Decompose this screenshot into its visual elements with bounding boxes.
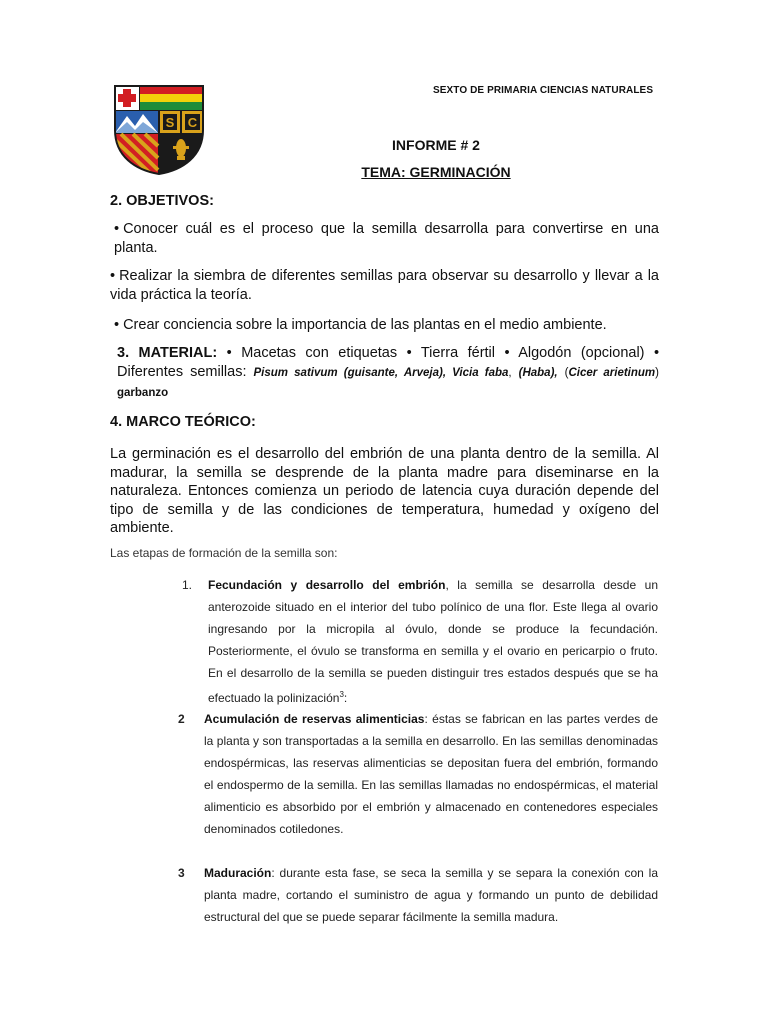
bullet-icon: • xyxy=(110,268,116,284)
theory-paragraph: La germinación es el desarrollo del embrión de una planta dentro de la semilla. Al madurar, la semilla se desprende de la planta madre para diseminarse en la naturaleza. Entonces comienza un periodo de latencia cuya duración depende del tipo de semilla y de las condiciones de temperatura, humedad y oxígeno del ambiente. xyxy=(110,446,659,537)
report-topic: TEMA: GERMINACIÓN xyxy=(361,164,511,180)
list-number: 3 xyxy=(178,866,185,880)
list-item-stage-1 xyxy=(182,574,658,709)
stage-end: : xyxy=(343,691,348,705)
list-number: 2 xyxy=(178,712,185,726)
footnote-ref: 3 xyxy=(339,690,344,699)
bullet-icon: • xyxy=(114,221,120,237)
objectives-heading: 2. OBJETIVOS: xyxy=(110,193,214,209)
stage-text: , la semilla se desarrolla desde un anterozoide situado en el interior del tubo polínico de una flor. Este llega al ovario ingresando por la micropila al óvulo, donde se produce la fecundación. Posteriormente, el óvulo se transforma en semilla y el ovario en pericarpio o fruto. En el desarrollo de la semilla se pueden distinguir tres estados después que se ha efectuado la polinización xyxy=(208,578,658,705)
species-garbanzo: garbanzo xyxy=(117,387,169,399)
species-haba: (Haba), xyxy=(518,367,558,379)
objective-item-2: • Realizar la siembra de diferentes semillas para observar su desarrollo y llevar a la vida práctica la teoría. xyxy=(110,268,659,303)
material-item-seeds: Diferentes semillas: xyxy=(117,364,247,380)
objective-item-3: • Crear conciencia sobre la importancia de las plantas en el medio ambiente. xyxy=(114,317,607,333)
list-item-stage-2 xyxy=(178,708,658,840)
report-title: INFORME # 2 xyxy=(392,137,480,153)
crest-letter-c: C xyxy=(187,115,198,130)
crest-letter-s: S xyxy=(165,115,175,130)
bullet-icon: • xyxy=(114,317,120,333)
species-paren-close: ) xyxy=(655,367,659,379)
material-item-pots: Macetas con etiquetas xyxy=(241,345,398,361)
material-section xyxy=(117,344,659,403)
school-crest-logo xyxy=(113,84,205,176)
stage-title: Fecundación y desarrollo del embrión xyxy=(208,578,446,592)
stage-text: : durante esta fase, se seca la semilla y se separa la conexión con la planta madre, cortando el suministro de agua y formando un punto de debilidad estructural del que se puede separar fácilmente la semilla madura. xyxy=(204,866,658,924)
material-item-soil: Tierra fértil xyxy=(420,345,495,361)
species-paren-open: ( xyxy=(564,367,569,379)
list-number: 1. xyxy=(182,578,193,592)
stages-intro: Las etapas de formación de la semilla son: xyxy=(110,546,338,560)
stage-title: Maduración xyxy=(204,866,272,880)
species-pisum-vicia: Pisum sativum (guisante, Arveja), Vicia faba xyxy=(253,367,509,379)
material-item-cotton: Algodón (opcional) xyxy=(518,345,645,361)
stage-text: : éstas se fabrican en las partes verdes de la planta y son transportadas a la semilla en desarrollo. En las semillas denominadas endospérmicas, las reservas alimenticias se depositan fuera del embrión, formando el endospermo de la semilla. En las semillas llamadas no endospérmicas, el material alimenticio es absorbido por el embrión y almacenado en contenedores especiales denominados cotiledones. xyxy=(204,712,658,836)
bullet-icon: • xyxy=(504,345,510,361)
course-header: SEXTO DE PRIMARIA CIENCIAS NATURALES xyxy=(433,85,654,96)
species-cicer: Cicer arietinum xyxy=(568,367,656,379)
species-comma: , xyxy=(508,367,512,379)
material-heading: 3. MATERIAL: xyxy=(117,345,218,361)
objective-item-1: • Conocer cuál es el proceso que la semilla desarrolla para convertirse en una planta. xyxy=(114,221,659,256)
stage-title: Acumulación de reservas alimenticias xyxy=(204,712,425,726)
theory-heading: 4. MARCO TEÓRICO: xyxy=(110,414,256,430)
list-item-stage-3 xyxy=(178,862,658,928)
bullet-icon: • xyxy=(653,345,660,361)
bullet-icon: • xyxy=(406,345,412,361)
bullet-icon: • xyxy=(226,345,232,361)
